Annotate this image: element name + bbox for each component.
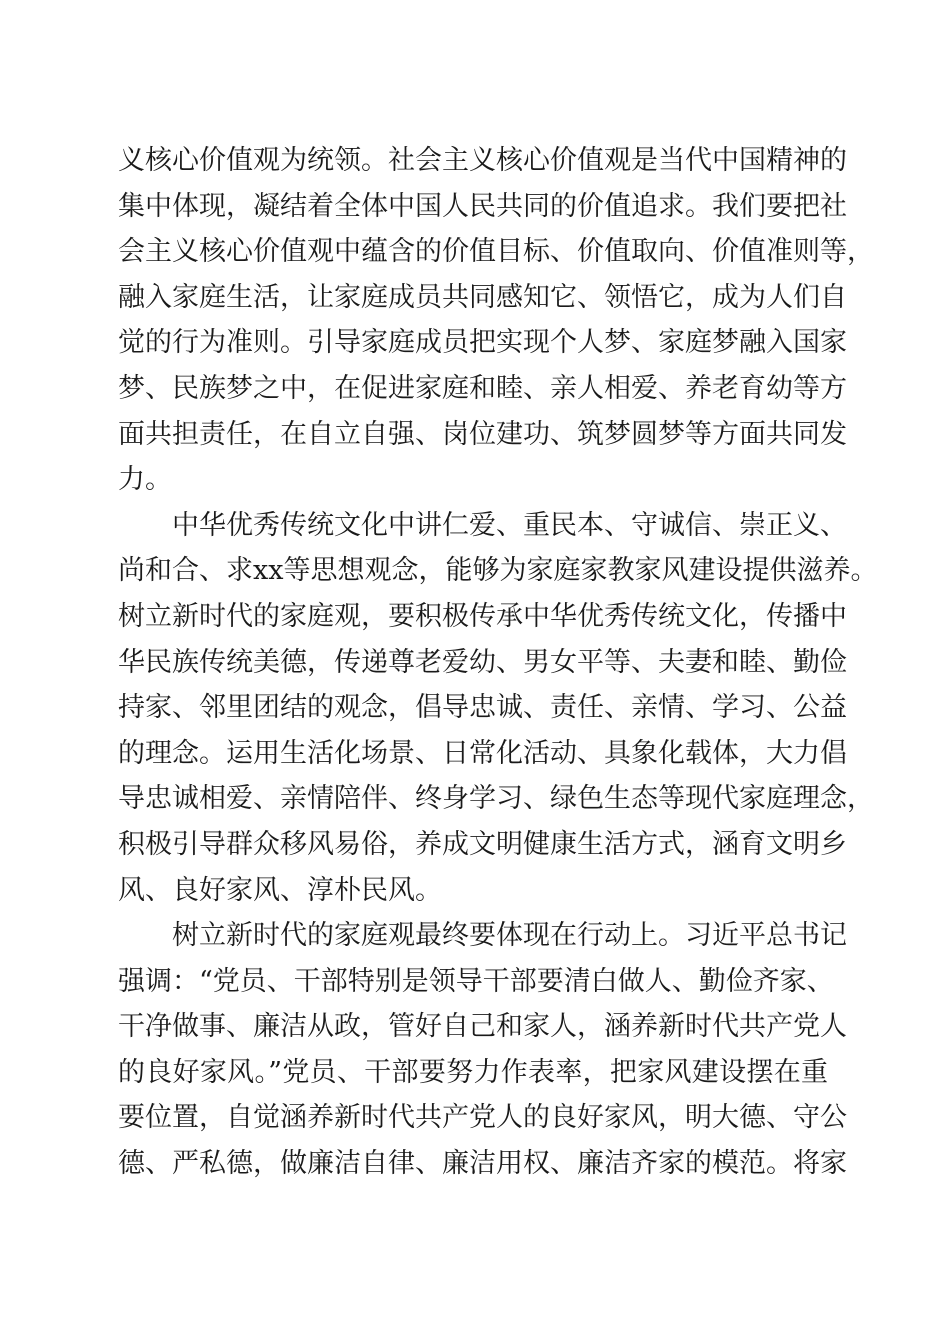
paragraph-2-line-3: 树立新时代的家庭观，要积极传承中华优秀传统文化，传播中 bbox=[118, 600, 847, 632]
paragraph-1-line-3: 会主义核心价值观中蕴含的价值目标、价值取向、价值准则等， bbox=[118, 236, 874, 268]
paragraph-3-line-5: 要位置，自觉涵养新时代共产党人的良好家风，明大德、守公 bbox=[118, 1102, 847, 1134]
paragraph-2-line-5: 持家、邻里团结的观念，倡导忠诚、责任、亲情、学习、公益 bbox=[118, 692, 847, 724]
paragraph-2-line-7: 导忠诚相爱、亲情陪伴、终身学习、绿色生态等现代家庭理念， bbox=[118, 783, 874, 815]
paragraph-1-line-6: 梦、民族梦之中，在促进家庭和睦、亲人相爱、养老育幼等方 bbox=[118, 372, 847, 404]
paragraph-1-line-4: 融入家庭生活，让家庭成员共同感知它、领悟它，成为人们自 bbox=[118, 281, 847, 313]
paragraph-2-line-4: 华民族传统美德，传递尊老爱幼、男女平等、夫妻和睦、勤俭 bbox=[118, 646, 847, 678]
paragraph-1-line-8: 力。 bbox=[118, 464, 172, 496]
paragraph-1-line-1: 义核心价值观为统领。社会主义核心价值观是当代中国精神的 bbox=[118, 145, 847, 176]
paragraph-2-line-6: 的理念。运用生活化场景、日常化活动、具象化载体，大力倡 bbox=[118, 737, 847, 769]
paragraph-3-line-1: 树立新时代的家庭观最终要体现在行动上。习近平总书记 bbox=[118, 920, 847, 952]
paragraph-2-line-2: 尚和合、求xx等思想观念，能够为家庭家教家风建设提供滋养。 bbox=[118, 555, 878, 587]
paragraph-1-line-5: 觉的行为准则。引导家庭成员把实现个人梦、家庭梦融入国家 bbox=[118, 327, 847, 359]
paragraph-2-line-8: 积极引导群众移风易俗，养成文明健康生活方式，涵育文明乡 bbox=[118, 828, 847, 860]
paragraph-3-line-3: 干净做事、廉洁从政，管好自己和家人，涵养新时代共产党人 bbox=[118, 1011, 847, 1043]
paragraph-3-line-2: 强调：“党员、干部特别是领导干部要清白做人、勤俭齐家、 bbox=[118, 965, 834, 997]
paragraph-3-line-4: 的良好家风。”党员、干部要努力作表率，把家风建设摆在重 bbox=[118, 1056, 828, 1088]
paragraph-2-line-9: 风、良好家风、淳朴民风。 bbox=[118, 874, 442, 906]
paragraph-3-line-6: 德、严私德，做廉洁自律、廉洁用权、廉洁齐家的模范。将家 bbox=[118, 1148, 847, 1180]
paragraph-1-line-7: 面共担责任，在自立自强、岗位建功、筑梦圆梦等方面共同发 bbox=[118, 418, 847, 450]
paragraph-1-line-2: 集中体现，凝结着全体中国人民共同的价值追求。我们要把社 bbox=[118, 190, 847, 222]
paragraph-2-line-1: 中华优秀传统文化中讲仁爱、重民本、守诚信、崇正义、 bbox=[118, 509, 847, 541]
document-body bbox=[118, 138, 878, 1187]
